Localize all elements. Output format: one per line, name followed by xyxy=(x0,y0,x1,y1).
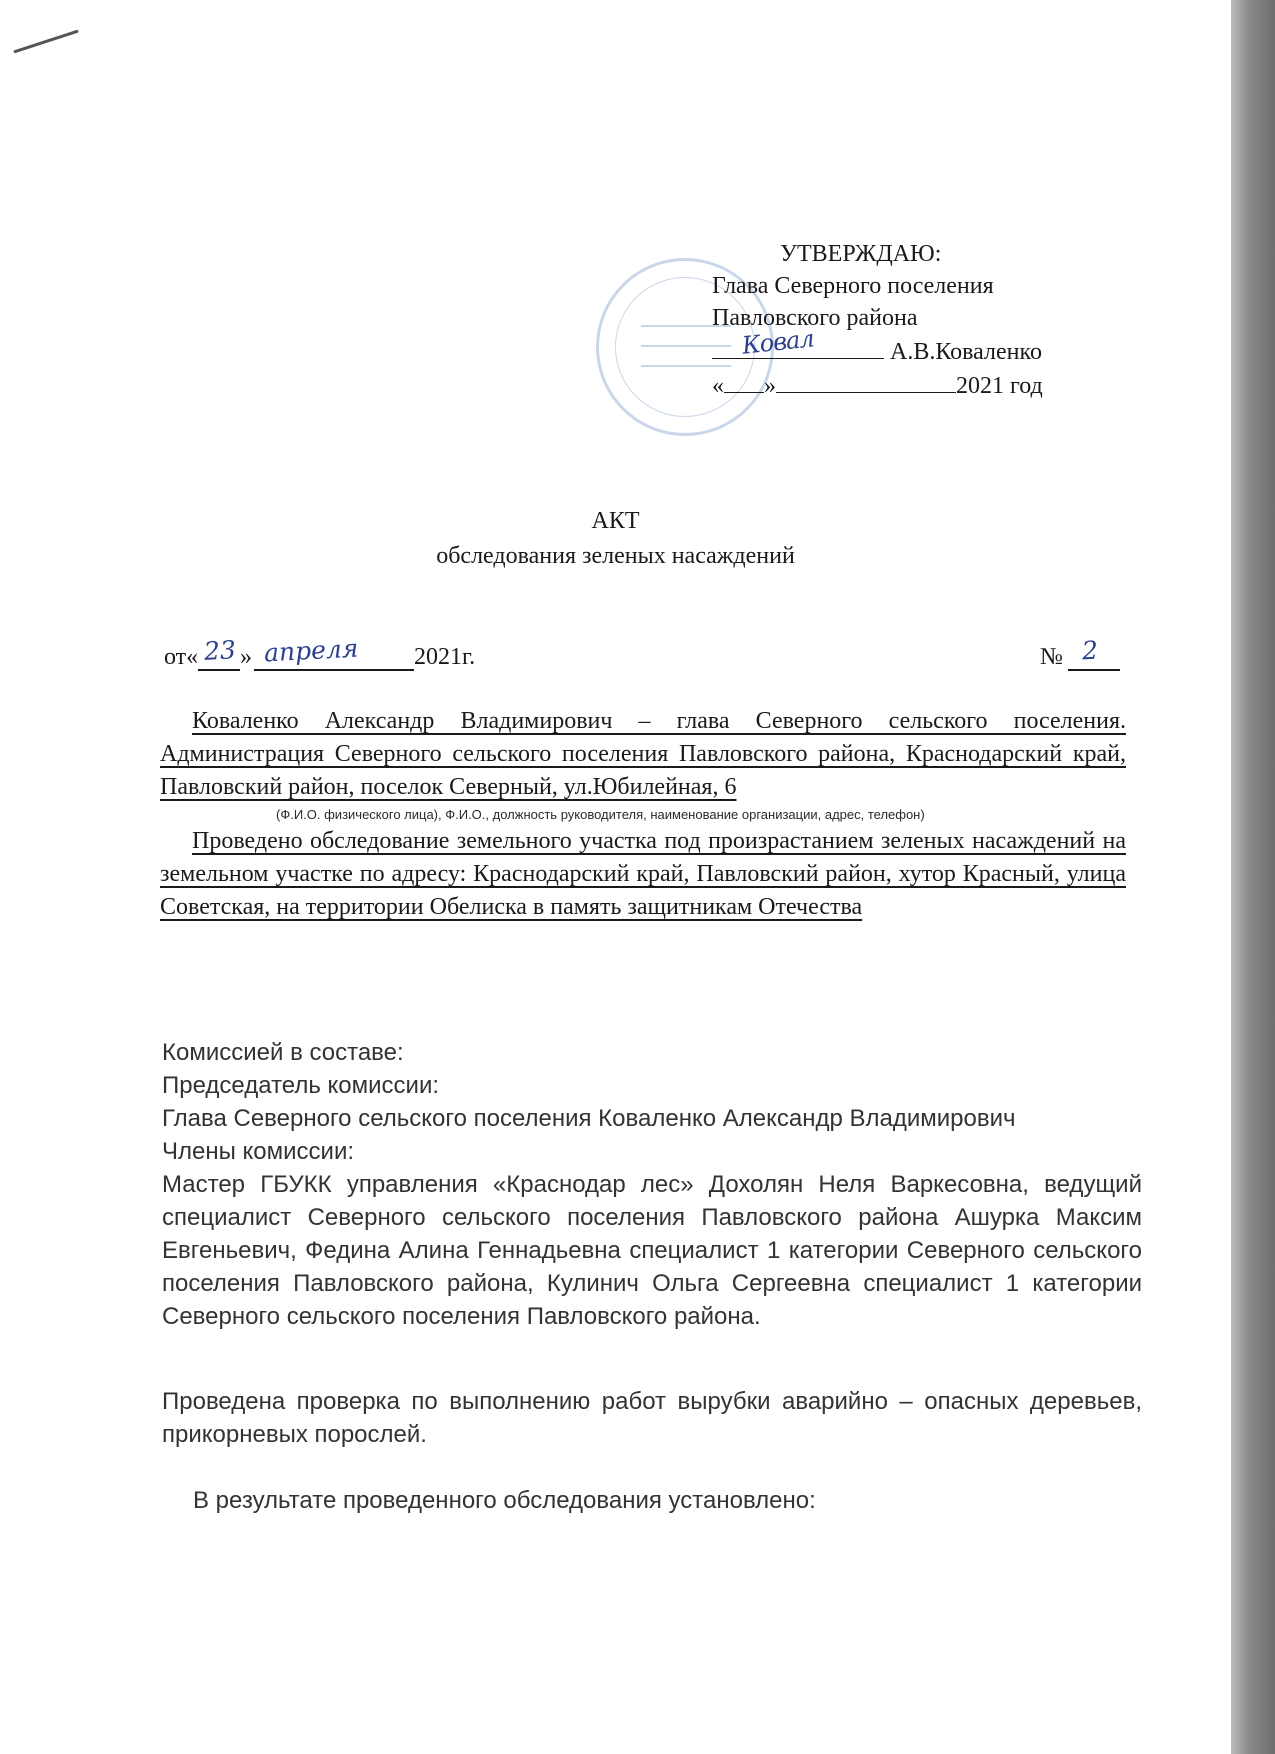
check-paragraph: Проведена проверка по выполнению работ вырубки аварийно – опасных деревьев, прикорневых порослей. xyxy=(162,1388,1142,1448)
signer-name: А.В.Коваленко xyxy=(890,339,1042,365)
survey-paragraph xyxy=(160,825,1126,924)
scan-edge xyxy=(1231,0,1275,1754)
document-title: АКТ xyxy=(591,508,640,534)
day-underline xyxy=(198,669,240,671)
commission-chair-label: Председатель комиссии: xyxy=(162,1072,440,1099)
date-quote-open: « xyxy=(712,373,724,399)
date-year: 2021г. xyxy=(414,644,476,670)
approval-year: 2021 год xyxy=(956,373,1043,399)
approval-date-line xyxy=(712,368,1092,402)
survey-text: Проведено обследование земельного участка под произрастанием зеленых насаждений на земельном участке по адресу: Краснодарский край, Павловский район, хутор Красный, улица Советская, на территории Обелиска в память защитникам Отечества xyxy=(160,828,1126,920)
number-label: № xyxy=(1040,644,1063,670)
date-number-line xyxy=(164,633,1124,680)
date-prefix: от« xyxy=(164,644,199,670)
handwritten-number: 2 xyxy=(1081,635,1099,666)
month-blank xyxy=(776,368,956,393)
handwritten-month: апреля xyxy=(263,633,359,668)
owner-text: Коваленко Александр Владимирович – глава Северного сельского поселения. Администрация Северного сельского поселения Павловского района, Краснодарский край, Павловский район, поселок Северный, ул.Юбилейная, 6 xyxy=(160,708,1126,800)
commission-members-label: Члены комиссии: xyxy=(162,1138,355,1165)
day-blank xyxy=(724,368,764,393)
approval-signature-line xyxy=(712,324,1092,368)
month-underline xyxy=(254,669,414,671)
approval-heading: УТВЕРЖДАЮ: xyxy=(780,241,942,267)
signature-blank xyxy=(712,324,884,360)
handwritten-signature: Ковал xyxy=(740,324,815,360)
approval-block xyxy=(712,238,1092,402)
commission-heading: Комиссией в составе: xyxy=(162,1039,404,1066)
date-quote-close: » xyxy=(764,373,776,399)
owner-caption: (Ф.И.О. физического лица), Ф.И.О., должность руководителя, наименование организации, адрес, телефон) xyxy=(276,807,925,822)
approval-line-1: Глава Северного поселения xyxy=(712,273,994,299)
date-quote-close: » xyxy=(240,644,252,670)
document-subtitle: обследования зеленых насаждений xyxy=(436,543,795,569)
result-paragraph: В результате проведенного обследования установлено: xyxy=(193,1487,816,1514)
commission-chair: Глава Северного сельского поселения Коваленко Александр Владимирович xyxy=(162,1105,1016,1132)
number-underline xyxy=(1068,669,1120,671)
commission-members: Мастер ГБУКК управления «Краснодар лес» Дохолян Неля Варкесовна, ведущий специалист Северного сельского поселения Павловского района Ашурка Максим Евгеньевич, Федина Алина Геннадьевна специалист 1 категории Северного сельского поселения Павловского района, Кулинич Ольга Сергеевна специалист 1 категории Северного сельского поселения Павловского района. xyxy=(162,1171,1142,1330)
owner-paragraph xyxy=(160,705,1126,804)
approval-line-2: Павловского района xyxy=(712,305,918,331)
handwritten-day: 23 xyxy=(203,635,237,666)
